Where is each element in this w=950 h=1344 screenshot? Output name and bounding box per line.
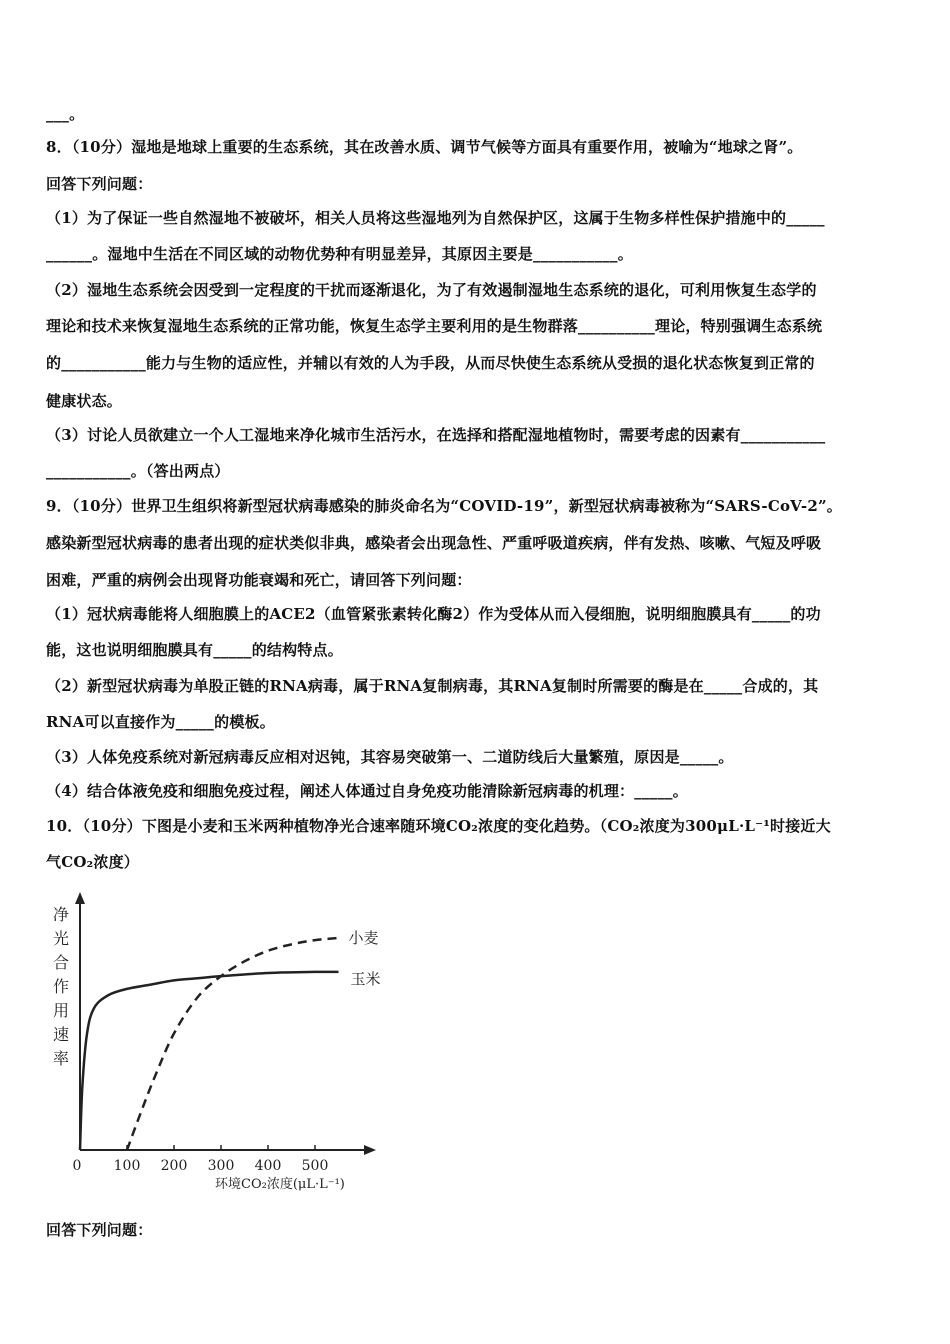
q9-stem: 9．（10分）世界卫生组织将新型冠状病毒感染的肺炎命名为“COVID-19”，新型冠状病毒被称为“SARS-CoV-2”。 [46, 497, 843, 515]
text-line: ___________。（答出两点） [46, 462, 230, 480]
text-line: 困难，严重的病例会出现肾功能衰竭和死亡，请回答下列问题： [46, 571, 472, 589]
x-tick-label: 300 [207, 1158, 235, 1174]
text-line: 气CO₂浓度） [46, 853, 139, 871]
y-axis-label-char: 合 [53, 953, 70, 972]
x-axis-arrow [364, 1145, 376, 1155]
y-axis-arrow [75, 892, 85, 904]
y-axis-label [53, 905, 69, 1068]
y-axis-label-char: 作 [53, 977, 70, 996]
text-line: RNA可以直接作为_____的模板。 [46, 713, 275, 731]
wheat-legend-label: 小麦 [348, 929, 379, 947]
corn-series-line [80, 972, 339, 1150]
q8-stem: 8．（10分）湿地是地球上重要的生态系统，其在改善水质、调节气候等方面具有重要作用，被喻为“地球之肾”。 [46, 138, 803, 156]
q8-part3: （3）讨论人员欲建立一个人工湿地来净化城市生活污水，在选择和搭配湿地植物时，需要考虑的因素有___________ [46, 426, 826, 444]
y-axis-label-char: 净 [53, 905, 70, 924]
y-axis-label-char: 用 [53, 1001, 70, 1020]
x-tick-label: 200 [160, 1158, 188, 1174]
q9-part4: （4）结合体液免疫和细胞免疫过程，阐述人体通过自身免疫功能清除新冠病毒的机理：_____。 [46, 782, 688, 800]
q9-part1: （1）冠状病毒能将人细胞膜上的ACE2（血管紧张素转化酶2）作为受体从而入侵细胞，说明细胞膜具有_____的功 [46, 605, 821, 623]
text-line: 健康状态。 [46, 392, 123, 410]
wheat-series-line [127, 938, 339, 1150]
x-tick-label: 400 [254, 1158, 282, 1174]
x-tick-label: 500 [301, 1158, 329, 1174]
text-line: 能，这也说明细胞膜具有_____的结构特点。 [46, 641, 343, 659]
q8-part2: （2）湿地生态系统会因受到一定程度的干扰而逐渐退化，为了有效遏制湿地生态系统的退化，可利用恢复生态学的 [46, 281, 817, 299]
x-tick-label: 100 [113, 1158, 141, 1174]
x-axis-label: 环境CO₂浓度(μL·L⁻¹) [215, 1177, 345, 1192]
text-line: 感染新型冠状病毒的患者出现的症状类似非典，感染者会出现急性、严重呼吸道疾病，伴有发热、咳嗽、气短及呼吸 [46, 534, 822, 552]
y-axis-label-char: 率 [53, 1049, 70, 1068]
q10-followup: 回答下列问题： [46, 1221, 153, 1239]
y-axis-label-char: 速 [53, 1025, 70, 1044]
co2-photosynthesis-chart [40, 888, 400, 1198]
text-line: ______。湿地中生活在不同区域的动物优势种有明显差异，其原因主要是___________。 [46, 245, 633, 263]
q9-part2: （2）新型冠状病毒为单股正链的RNA病毒，属于RNA复制病毒，其RNA复制时所需要的酶是在_____合成的，其 [46, 677, 819, 695]
text-line: 的___________能力与生物的适应性，并辅以有效的人为手段，从而尽快使生态系统从受损的退化状态恢复到正常的 [46, 354, 815, 372]
corn-legend-label: 玉米 [350, 969, 381, 988]
q10-stem: 10．（10分）下图是小麦和玉米两种植物净光合速率随环境CO₂浓度的变化趋势。（CO₂浓度为300μL·L⁻¹时接近大 [46, 817, 831, 835]
text-line: ___。 [46, 105, 85, 123]
text-line: 回答下列问题： [46, 175, 153, 193]
q9-part3: （3）人体免疫系统对新冠病毒反应相对迟钝，其容易突破第一、二道防线后大量繁殖，原因是_____。 [46, 748, 734, 766]
q8-part1: （1）为了保证一些自然湿地不被破坏，相关人员将这些湿地列为自然保护区，这属于生物多样性保护措施中的_____ [46, 209, 825, 227]
y-axis-label-char: 光 [53, 929, 70, 948]
x-tick-label: 0 [72, 1158, 82, 1174]
text-line: 理论和技术来恢复湿地生态系统的正常功能，恢复生态学主要利用的是生物群落__________理论，特别强调生态系统 [46, 317, 823, 335]
